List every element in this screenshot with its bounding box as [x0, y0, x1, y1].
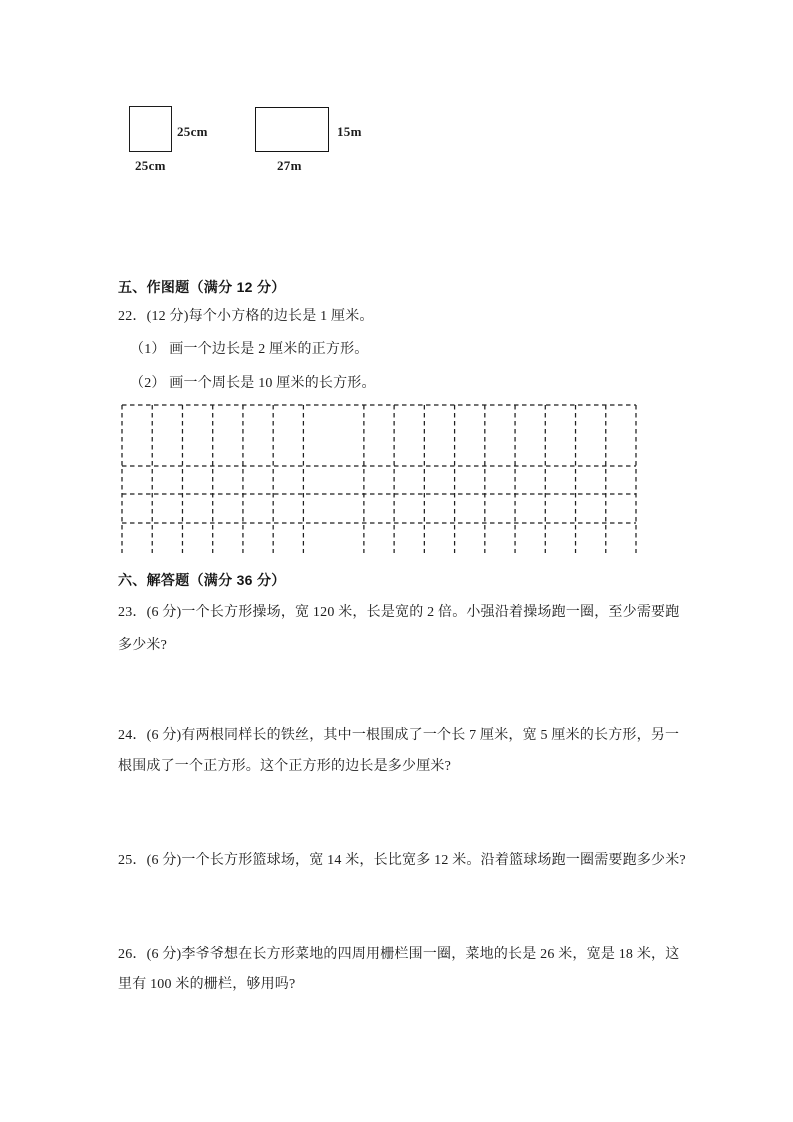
question-25-line-1: 25．(6 分)一个长方形篮球场，宽 14 米，长比宽多 12 米。沿着篮球场跑一圈需要跑多少米?: [118, 853, 686, 868]
question-22-part-1: （1） 画一个边长是 2 厘米的正方形。: [130, 342, 369, 357]
square-bottom-side-label: 25cm: [135, 158, 166, 173]
square-right-side-label: 25cm: [177, 124, 208, 139]
question-23-line-2: 多少米?: [118, 638, 168, 653]
rectangle-figure: [255, 107, 329, 152]
square-figure: [129, 106, 172, 152]
drawing-grid: [115, 398, 647, 560]
rectangle-bottom-side-label: 27m: [277, 158, 302, 173]
question-26-line-1: 26．(6 分)李爷爷想在长方形菜地的四周用栅栏围一圈，菜地的长是 26 米，宽是 18 米，这: [118, 947, 680, 962]
question-24-line-1: 24．(6 分)有两根同样长的铁丝，其中一根围成了一个长 7 厘米，宽 5 厘米的长方形，另一: [118, 728, 680, 743]
question-22-part-2: （2） 画一个周长是 10 厘米的长方形。: [130, 376, 376, 391]
section-5-heading: 五、作图题（满分 12 分）: [118, 279, 286, 295]
question-23-line-1: 23．(6 分)一个长方形操场，宽 120 米，长是宽的 2 倍。小强沿着操场跑一圈，至少需要跑: [118, 605, 680, 620]
rectangle-right-side-label: 15m: [337, 124, 362, 139]
section-6-heading: 六、解答题（满分 36 分）: [118, 572, 286, 588]
question-22-stem: 22．(12 分)每个小方格的边长是 1 厘米。: [118, 309, 374, 324]
question-24-line-2: 根围成了一个正方形。这个正方形的边长是多少厘米?: [118, 759, 452, 774]
question-26-line-2: 里有 100 米的栅栏，够用吗?: [118, 977, 296, 992]
